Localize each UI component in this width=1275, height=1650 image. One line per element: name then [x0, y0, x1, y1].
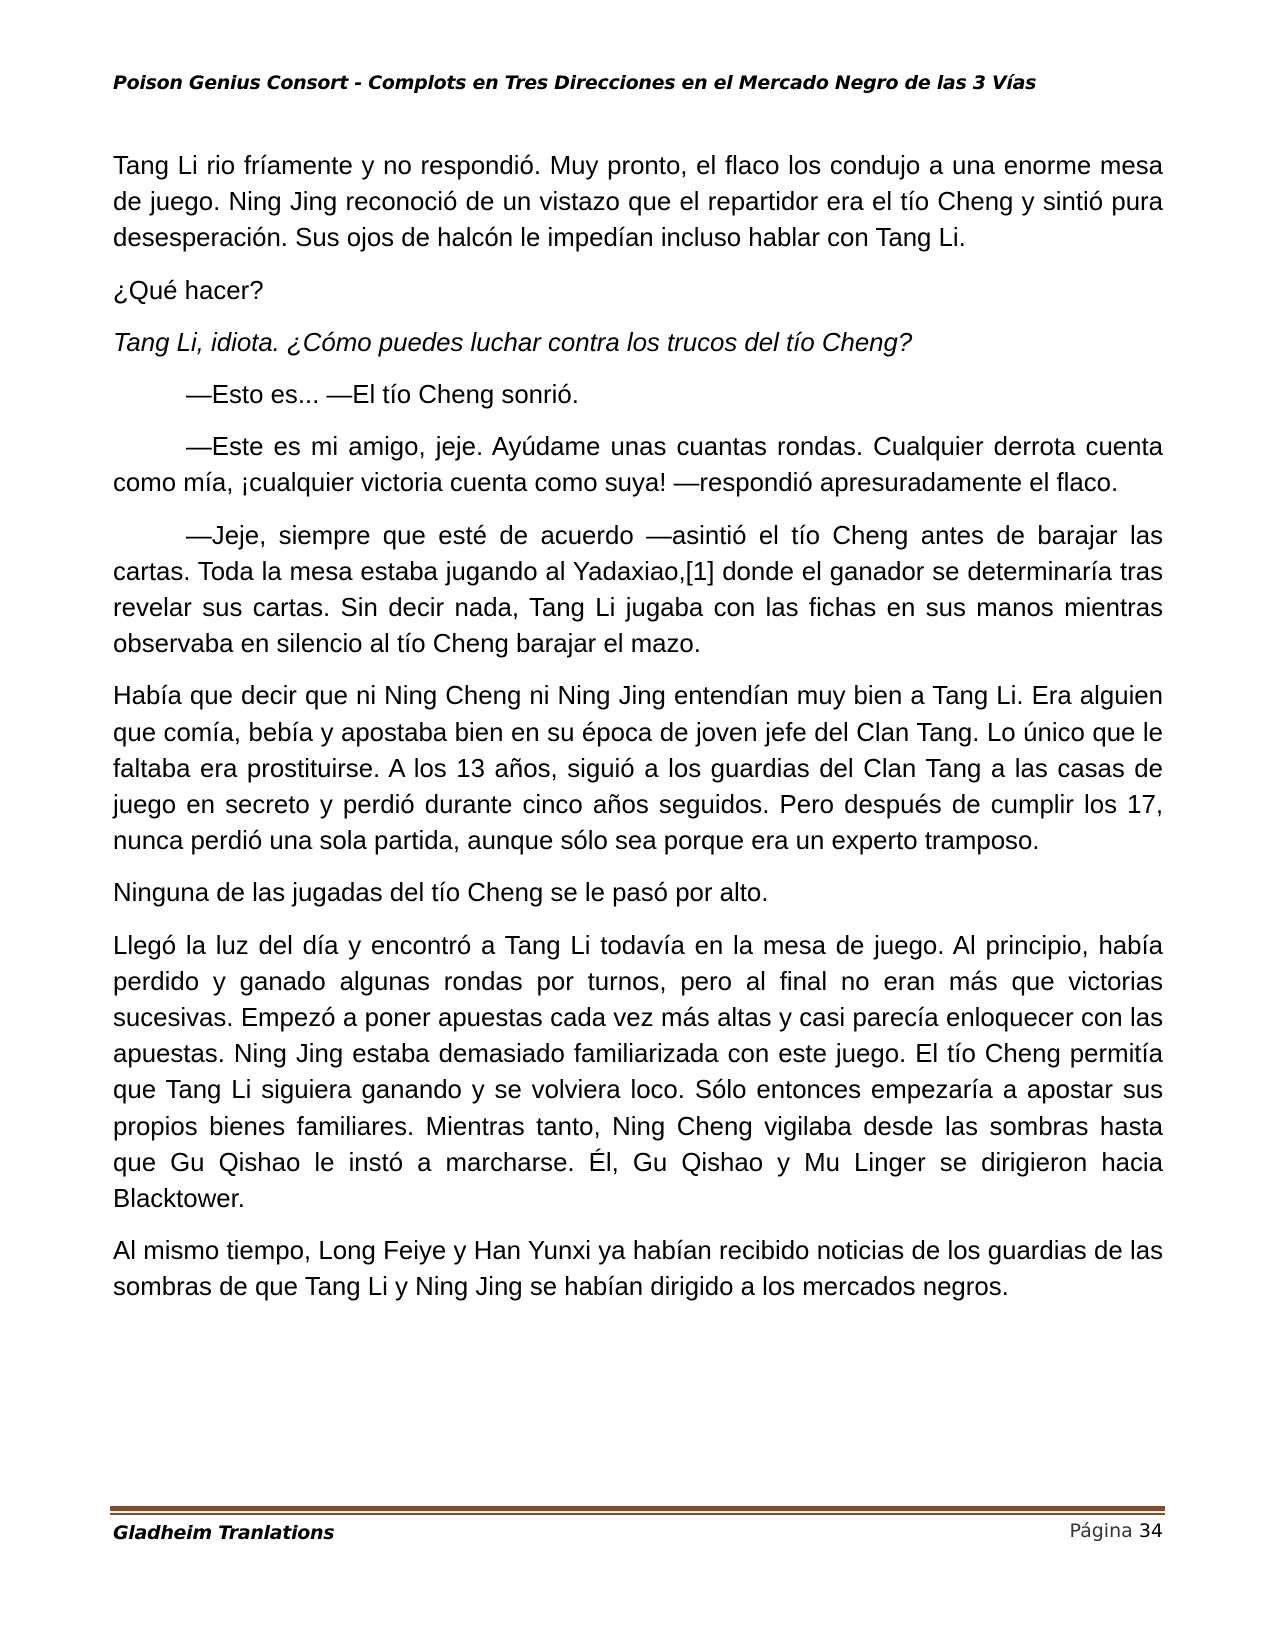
page-number-value: 34 [1138, 1520, 1163, 1542]
paragraph: Había que decir que ni Ning Cheng ni Ning Jing entendían muy bien a Tang Li. Era alguien que comía, bebía y apostaba bien en su época de joven jefe del Clan Tang. Lo único que le faltaba era prostituirse. A los 13 años, siguió a los guardias del Clan Tang a las casas de juego en secreto y perdió durante cinco años seguidos. Pero después de cumplir los 17, nunca perdió una sola partida, aunque sólo sea porque era un experto tramposo. [113, 682, 1163, 856]
footer-publisher: Gladheim Tranlations [113, 1522, 335, 1544]
paragraph: ¿Qué hacer? [113, 276, 264, 305]
paragraph: Ninguna de las jugadas del tío Cheng se le pasó por alto. [113, 879, 769, 908]
paragraph: Llegó la luz del día y encontró a Tang Li todavía en la mesa de juego. Al principio, había perdido y ganado algunas rondas por turnos, pero al final no eran más que victorias sucesivas. Empezó a poner apuestas cada vez más altas y casi parecía enloquecer con las apuestas. Ning Jing estaba demasiado familiarizada con este juego. El tío Cheng permitía que Tang Li siguiera ganando y se volviera loco. Sólo entonces empezaría a apostar sus propios bienes familiares. Mientras tanto, Ning Cheng vigilaba desde las sombras hasta que Gu Qishao le instó a marcharse. Él, Gu Qishao y Mu Linger se dirigieron hacia Blacktower. [113, 931, 1163, 1214]
dialogue-paragraph: —Esto es... —El tío Cheng sonrió. [186, 381, 579, 410]
dialogue-paragraph: —Este es mi amigo, jeje. Ayúdame unas cuantas rondas. Cualquier derrota cuenta como mía, ¡cualquier victoria cuenta como suya! —respondió apresuradamente el flaco. [113, 433, 1163, 498]
footer-divider-thick [110, 1506, 1165, 1511]
dialogue-paragraph: —Jeje, siempre que esté de acuerdo —asintió el tío Cheng antes de barajar las cartas. Toda la mesa estaba jugando al Yadaxiao,[1] donde el ganador se determinaría tras revelar sus cartas. Sin decir nada, Tang Li jugaba con las fichas en sus manos mientras observaba en silencio al tío Cheng barajar el mazo. [113, 521, 1163, 659]
page-number [1069, 1520, 1163, 1542]
page-label: Página [1069, 1520, 1133, 1542]
document-body [113, 148, 1163, 1322]
italic-thought-paragraph: Tang Li, idiota. ¿Cómo puedes luchar contra los trucos del tío Cheng? [113, 328, 913, 357]
paragraph: Tang Li rio fríamente y no respondió. Muy pronto, el flaco los condujo a una enorme mesa de juego. Ning Jing reconoció de un vistazo que el repartidor era el tío Cheng y sintió pura desesperación. Sus ojos de halcón le impedían incluso hablar con Tang Li. [113, 152, 1163, 253]
footer-divider [110, 1506, 1165, 1515]
page-header: Poison Genius Consort - Complots en Tres Direcciones en el Mercado Negro de las 3 Vías [113, 72, 1037, 94]
footer-divider-thin [110, 1513, 1165, 1515]
paragraph: Al mismo tiempo, Long Feiye y Han Yunxi ya habían recibido noticias de los guardias de las sombras de que Tang Li y Ning Jing se habían dirigido a los mercados negros. [113, 1237, 1163, 1302]
